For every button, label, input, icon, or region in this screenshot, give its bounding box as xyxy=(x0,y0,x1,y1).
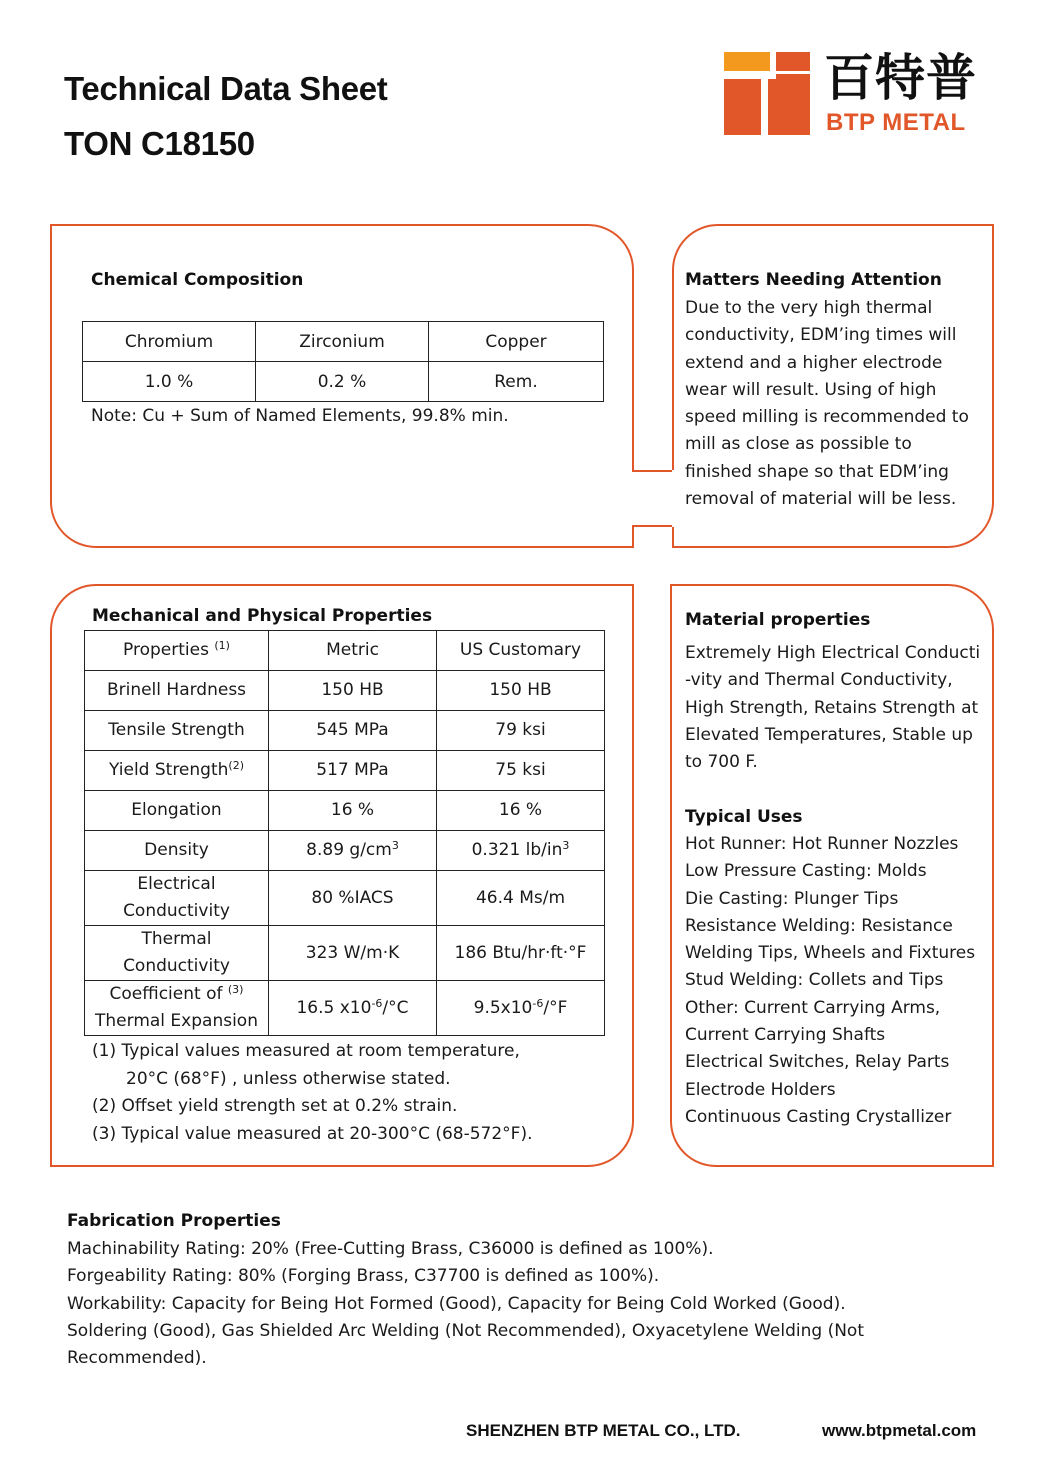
table-cell: Elongation xyxy=(85,791,269,831)
table-cell: Rem. xyxy=(429,362,604,402)
superscript: 3 xyxy=(391,839,399,852)
superscript: 3 xyxy=(562,839,570,852)
list-item: Low Pressure Casting: Molds xyxy=(685,861,927,882)
footer-company: SHENZHEN BTP METAL CO., LTD. xyxy=(466,1421,741,1440)
text-line: removal of material will be less. xyxy=(685,489,957,510)
table-cell: Tensile Strength xyxy=(85,711,269,751)
column-header: Copper xyxy=(429,322,604,362)
typical-uses-list xyxy=(685,831,975,1131)
text-line: finished shape so that EDM’ing xyxy=(685,461,949,482)
text-line: Machinability Rating: 20% (Free-Cutting Brass, C36000 is defined as 100%). xyxy=(67,1239,714,1259)
list-item: Other: Current Carrying Arms, xyxy=(685,997,941,1018)
table-cell: 186 Btu/hr·ft·°F xyxy=(437,926,605,981)
cell-text: /°C xyxy=(382,997,409,1018)
table-row xyxy=(85,631,605,671)
column-header: Metric xyxy=(269,631,437,671)
footnote-ref: (3) xyxy=(227,983,244,996)
cell-text: /°F xyxy=(543,997,568,1018)
mechanical-table xyxy=(84,630,605,1036)
column-header: Zirconium xyxy=(256,322,429,362)
table-row xyxy=(85,711,605,751)
text-line: -vity and Thermal Conductivity, xyxy=(685,670,953,691)
cell-line: Conductivity xyxy=(123,901,230,921)
table-row xyxy=(83,362,604,402)
panel-connector xyxy=(632,470,674,527)
text-line: conductivity, EDM’ing times will xyxy=(685,325,957,346)
cell-text: 8.89 g/cm xyxy=(306,840,392,860)
cell-text: Coefficient of xyxy=(109,984,223,1004)
cell-text: 16.5 x10 xyxy=(296,997,372,1018)
footnote: (1) Typical values measured at room temperature, xyxy=(92,1041,520,1061)
table-cell: 80 %IACS xyxy=(269,871,437,926)
cell-line: Conductivity xyxy=(123,956,230,976)
table-cell: 150 HB xyxy=(437,671,605,711)
table-cell xyxy=(269,831,437,871)
text-line: speed milling is recommended to xyxy=(685,407,969,428)
document-title: Technical Data Sheet xyxy=(64,70,388,107)
text-line: Workability: Capacity for Being Hot Formed (Good), Capacity for Being Cold Worked (Good). xyxy=(67,1293,846,1314)
table-cell: 0.2 % xyxy=(256,362,429,402)
table-cell: 517 MPa xyxy=(269,751,437,791)
chemical-heading: Chemical Composition xyxy=(91,270,304,290)
list-item: Electrical Switches, Relay Parts xyxy=(685,1052,950,1073)
superscript: -6 xyxy=(371,996,383,1010)
fabrication-text xyxy=(67,1236,967,1372)
chemical-table xyxy=(82,321,604,402)
footnote: (2) Offset yield strength set at 0.2% strain. xyxy=(92,1096,458,1116)
text-line: Soldering (Good), Gas Shielded Arc Welding (Not Recommended), Oxyacetylene Welding (Not xyxy=(67,1320,864,1341)
list-item: Electrode Holders xyxy=(685,1079,836,1100)
table-row xyxy=(85,751,605,791)
table-cell xyxy=(85,751,269,791)
mechanical-notes xyxy=(92,1038,612,1148)
superscript: -6 xyxy=(532,996,544,1010)
table-cell: 323 W/m·K xyxy=(269,926,437,981)
text-line: Elevated Temperatures, Stable up xyxy=(685,724,973,745)
text-line: mill as close as possible to xyxy=(685,434,912,455)
footnote-ref: (2) xyxy=(228,759,244,772)
cell-line xyxy=(85,981,268,1008)
text-line: Recommended). xyxy=(67,1348,207,1369)
table-cell xyxy=(85,981,269,1036)
cell-text: 9.5x10 xyxy=(473,997,533,1018)
table-cell: Brinell Hardness xyxy=(85,671,269,711)
list-item: Hot Runner: Hot Runner Nozzles xyxy=(685,834,959,854)
footnote: 20°C (68°F) , unless otherwise stated. xyxy=(126,1068,451,1089)
list-item: Die Casting: Plunger Tips xyxy=(685,888,899,909)
table-row xyxy=(83,322,604,362)
text-line: Forgeability Rating: 80% (Forging Brass, C37700 is defined as 100%). xyxy=(67,1266,660,1287)
list-item: Welding Tips, Wheels and Fixtures xyxy=(685,943,976,964)
list-item: Stud Welding: Collets and Tips xyxy=(685,970,944,991)
table-cell: 16 % xyxy=(269,791,437,831)
table-cell: 545 MPa xyxy=(269,711,437,751)
logo-mark-icon xyxy=(724,52,814,136)
footnote: (3) Typical value measured at 20-300°C (68-572°F). xyxy=(92,1123,533,1144)
text-line: High Strength, Retains Strength at xyxy=(685,697,979,718)
list-item: Resistance Welding: Resistance xyxy=(685,915,953,936)
mechanical-heading: Mechanical and Physical Properties xyxy=(92,606,433,626)
attention-text xyxy=(685,295,969,513)
cell-line: Electrical xyxy=(137,874,216,894)
typical-uses-heading: Typical Uses xyxy=(685,807,803,827)
footer-website[interactable]: www.btpmetal.com xyxy=(822,1421,977,1440)
material-heading: Material properties xyxy=(685,610,871,630)
table-row xyxy=(85,791,605,831)
company-logo xyxy=(724,49,1000,138)
connector-gap xyxy=(672,470,676,527)
attention-heading: Matters Needing Attention xyxy=(685,270,942,290)
logo-english-name: BTP METAL xyxy=(826,109,966,136)
footnote-ref: (1) xyxy=(214,639,230,652)
table-cell: 150 HB xyxy=(269,671,437,711)
table-cell xyxy=(85,871,269,926)
table-cell xyxy=(437,831,605,871)
material-text xyxy=(685,640,980,776)
text-line: to 700 F. xyxy=(685,752,758,773)
text-line: Extremely High Electrical Conducti xyxy=(685,643,981,663)
text-line: Due to the very high thermal xyxy=(685,298,933,318)
fabrication-heading: Fabrication Properties xyxy=(67,1211,281,1231)
column-header: US Customary xyxy=(437,631,605,671)
text-line: extend and a higher electrode xyxy=(685,352,943,373)
product-code: TON C18150 xyxy=(64,125,255,162)
table-row xyxy=(85,871,605,926)
table-row xyxy=(85,926,605,981)
cell-line: Thermal xyxy=(141,929,212,949)
cell-text: Yield Strength xyxy=(108,760,229,780)
cell-line: Thermal Expansion xyxy=(95,1011,258,1031)
table-cell: 16 % xyxy=(437,791,605,831)
column-header xyxy=(85,631,269,671)
table-cell: Density xyxy=(85,831,269,871)
table-cell xyxy=(437,981,605,1036)
table-cell: 1.0 % xyxy=(83,362,256,402)
table-row xyxy=(85,671,605,711)
logo-chinese-name: 百特普 xyxy=(824,49,977,107)
text-line: wear will result. Using of high xyxy=(685,379,937,400)
list-item: Continuous Casting Crystallizer xyxy=(685,1106,952,1127)
cell-text: 0.321 lb/in xyxy=(471,840,563,860)
table-row xyxy=(85,831,605,871)
table-cell: 46.4 Ms/m xyxy=(437,871,605,926)
table-cell: 75 ksi xyxy=(437,751,605,791)
column-header: Chromium xyxy=(83,322,256,362)
list-item: Current Carrying Shafts xyxy=(685,1025,886,1046)
header-label: Properties xyxy=(123,640,209,660)
table-cell xyxy=(85,926,269,981)
table-cell xyxy=(269,981,437,1036)
chemical-note: Note: Cu + Sum of Named Elements, 99.8% min. xyxy=(91,406,509,426)
table-row xyxy=(85,981,605,1036)
table-cell: 79 ksi xyxy=(437,711,605,751)
